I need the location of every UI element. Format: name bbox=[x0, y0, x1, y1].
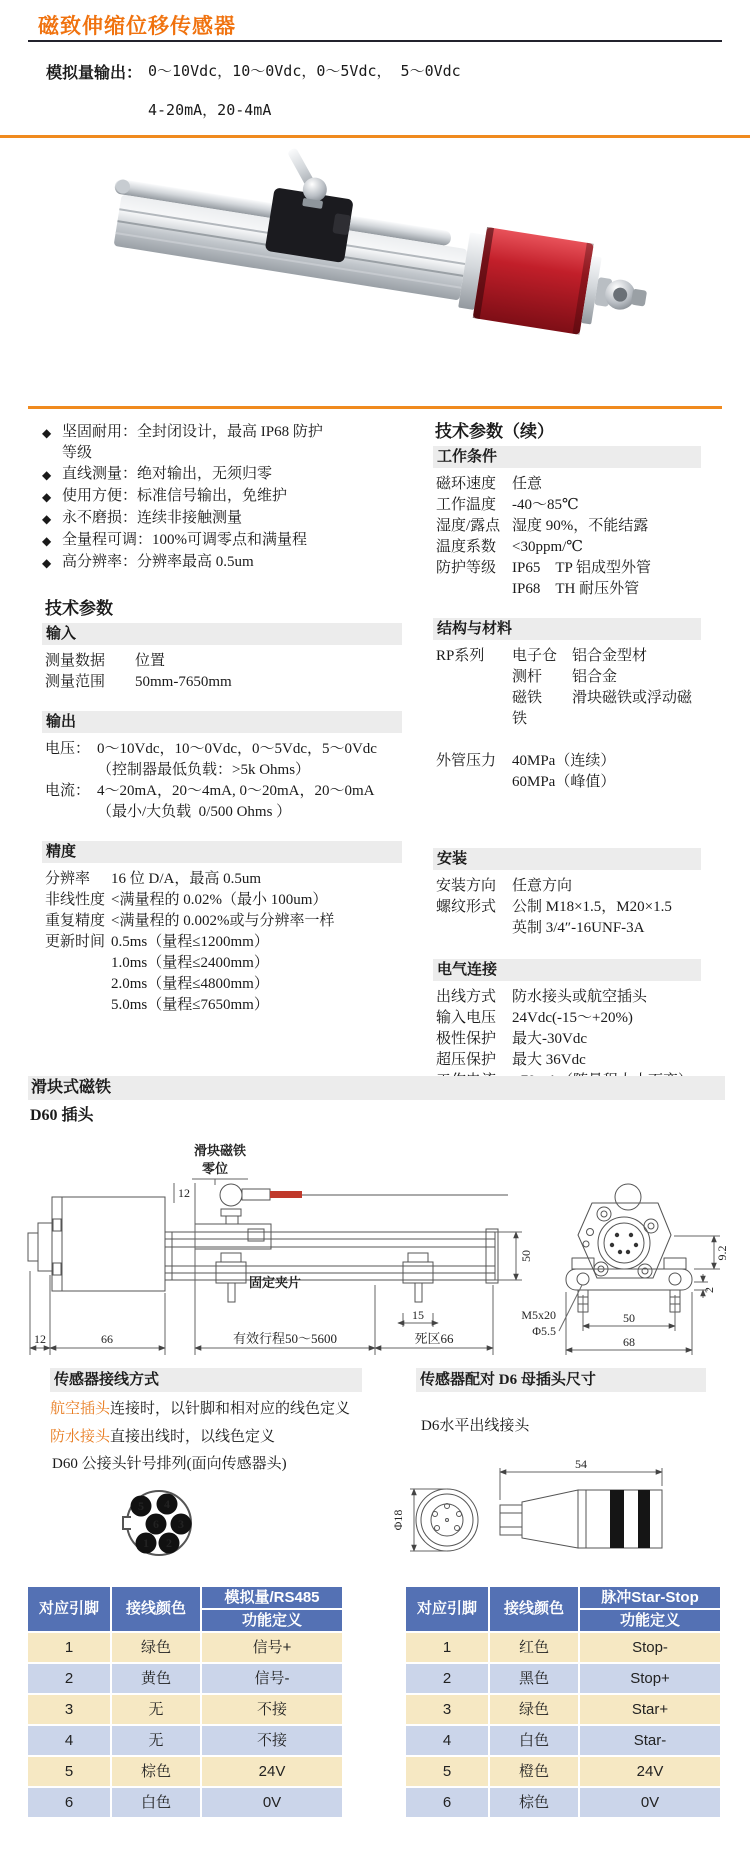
dim-50: 50 bbox=[623, 1311, 635, 1325]
dim-54: 54 bbox=[575, 1457, 587, 1471]
d6-side-view bbox=[500, 1490, 662, 1548]
section-bar-accuracy: 精度 bbox=[42, 841, 402, 863]
dim-66: 66 bbox=[101, 1332, 113, 1346]
feature-item bbox=[42, 422, 402, 464]
label-phi-5-5: Φ5.5 bbox=[532, 1324, 556, 1338]
dim-50-side: 50 bbox=[519, 1250, 533, 1262]
spec-row: 外管压力 40MPa（连续） bbox=[436, 753, 616, 769]
d6-connector-drawing bbox=[380, 1456, 750, 1574]
section-bar-output: 输出 bbox=[42, 711, 402, 733]
wiring-line-1 bbox=[50, 1398, 362, 1420]
table-row: 1 绿色 信号+ bbox=[28, 1633, 342, 1662]
spec-row: 湿度/露点 湿度 90%，不能结露 bbox=[436, 518, 649, 534]
dim-phi-18: Φ18 bbox=[391, 1509, 405, 1531]
material-rows bbox=[433, 646, 701, 793]
output-rows bbox=[42, 739, 402, 823]
section-bar-install: 安装 bbox=[433, 848, 701, 870]
dim-12: 12 bbox=[34, 1332, 46, 1346]
left-column bbox=[42, 422, 402, 1016]
install-rows bbox=[433, 876, 701, 939]
spec-row: 温度系数 <30ppm/℃ bbox=[436, 539, 584, 555]
spec-row: 防护等级 IP65 TP 铝成型外管 bbox=[436, 560, 652, 576]
right-column bbox=[433, 422, 701, 1092]
dimension-drawing bbox=[0, 1135, 750, 1367]
diamond-bullet-icon: ◆ bbox=[42, 512, 52, 526]
diamond-bullet-icon: ◆ bbox=[42, 426, 52, 440]
wiring-line-2 bbox=[50, 1426, 362, 1448]
spec-row: IP68 TH 耐压外管 bbox=[512, 581, 640, 597]
end-view-outline bbox=[566, 1184, 692, 1312]
feature-item bbox=[42, 508, 402, 530]
product-photo bbox=[95, 146, 655, 398]
dim-stroke-range: 有效行程50～5600 bbox=[232, 1331, 338, 1346]
table-row: 3 绿色 Star+ bbox=[406, 1695, 720, 1724]
section-bar-electrical: 电气连接 bbox=[433, 959, 701, 981]
table-header bbox=[406, 1587, 720, 1631]
d60-pin-diagram bbox=[114, 1486, 209, 1570]
pin-3: 3 bbox=[178, 1517, 184, 1531]
analog-output-label: 模拟量输出： bbox=[46, 65, 143, 82]
pin-2: 2 bbox=[166, 1536, 172, 1550]
waterproof-joint-highlight: 防水接头 bbox=[50, 1429, 111, 1445]
pin-4: 4 bbox=[164, 1497, 170, 1511]
feature-text: 全量程可调：100%可调零点和满量程 bbox=[62, 532, 307, 548]
section-bar-input: 输入 bbox=[42, 623, 402, 645]
analog-output-values-2: 4-20mA，20-4mA bbox=[148, 101, 272, 119]
spec-row: 出线方式 防水接头或航空插头 bbox=[436, 989, 648, 1005]
feature-text: 使用方便：标准信号输出，免维护 bbox=[62, 488, 288, 504]
d60-pin-layout-title: D60 公接头针号排列(面向传感器头) bbox=[52, 1456, 287, 1472]
spec-row: 2.0ms（量程≤4800mm） bbox=[111, 976, 269, 992]
end-view-dimension-lines bbox=[559, 1236, 720, 1355]
diamond-bullet-icon: ◆ bbox=[42, 468, 52, 482]
table-row: 4 无 不接 bbox=[28, 1726, 342, 1755]
sensor-illustration bbox=[95, 146, 655, 398]
page-title: 磁致伸缩位移传感器 bbox=[38, 14, 236, 38]
tech-params-cont-heading: 技术参数（续） bbox=[435, 422, 554, 441]
connector-notch bbox=[123, 1517, 131, 1529]
wiring-method-heading: 传感器接线方式 bbox=[50, 1368, 362, 1392]
spec-row: （控制器最低负载：>5k Ohms） bbox=[97, 762, 311, 778]
dim-15: 15 bbox=[412, 1308, 424, 1322]
connector-pin-dots bbox=[610, 1233, 638, 1254]
section-bar-material: 结构与材料 bbox=[433, 618, 701, 640]
table-row: 2 黑色 Stop+ bbox=[406, 1664, 720, 1693]
table-row: 2 黄色 信号- bbox=[28, 1664, 342, 1693]
label-slider-magnet: 滑块磁铁 bbox=[193, 1143, 247, 1158]
wiring-line-2-text: 直接出线时，以线色定义 bbox=[110, 1429, 276, 1445]
spec-row: 非线性度 <满量程的 0.02%（最小 100um） bbox=[45, 892, 328, 908]
dim-dead-zone: 死区66 bbox=[414, 1331, 454, 1346]
header-function: 模拟量/RS485 功能定义 bbox=[200, 1587, 342, 1631]
label-clamp: 固定夹片 bbox=[249, 1275, 302, 1290]
title-divider bbox=[28, 40, 722, 42]
header-wire-color: 接线颜色 bbox=[488, 1587, 578, 1631]
spec-row: 1.0ms（量程≤2400mm） bbox=[111, 955, 269, 971]
feature-item bbox=[42, 530, 402, 552]
table-row: 1 红色 Stop- bbox=[406, 1633, 720, 1662]
spec-row: 更新时间 0.5ms（量程≤1200mm） bbox=[45, 934, 269, 950]
spec-row: 工作温度 -40～85℃ bbox=[436, 497, 579, 513]
mating-connector-block bbox=[416, 1368, 706, 1435]
mating-heading: 传感器配对 D6 母插头尺寸 bbox=[416, 1368, 706, 1392]
d6-dimension-lines bbox=[410, 1468, 662, 1551]
label-zero-position: 零位 bbox=[201, 1161, 229, 1176]
spec-row: 分辨率 16 位 D/A，最高 0.5um bbox=[45, 871, 262, 887]
d60-plug-subheading: D60 插头 bbox=[30, 1107, 94, 1124]
wiring-line-1-text: 连接时，以针脚和相对应的线色定义 bbox=[110, 1401, 351, 1417]
table-body bbox=[406, 1633, 720, 1817]
spec-row: 测量范围 50mm-7650mm bbox=[45, 674, 232, 690]
table-row: 5 棕色 24V bbox=[28, 1757, 342, 1786]
diamond-bullet-icon: ◆ bbox=[42, 490, 52, 504]
tech-params-heading: 技术参数 bbox=[45, 599, 113, 618]
dim-12-top: 12 bbox=[178, 1186, 190, 1200]
diamond-bullet-icon: ◆ bbox=[42, 556, 52, 570]
spec-row bbox=[436, 730, 701, 751]
dim-2: 2 bbox=[702, 1287, 716, 1293]
feature-item bbox=[42, 552, 402, 574]
header-pin: 对应引脚 bbox=[416, 1600, 477, 1617]
analog-output-values: 0～10Vdc，10～0Vdc，0～5Vdc， 5～0Vdc bbox=[148, 62, 461, 80]
spec-row: 磁铁 滑块磁铁或浮动磁铁 bbox=[512, 690, 693, 727]
table-row: 4 白色 Star- bbox=[406, 1726, 720, 1755]
table-body bbox=[28, 1633, 342, 1817]
spec-row: 60MPa（峰值） bbox=[512, 774, 616, 790]
spec-row: 螺纹形式 公制 M18×1.5，M20×1.5 bbox=[436, 899, 672, 915]
feature-text: 坚固耐用：全封闭设计，最高 IP68 防护等级 bbox=[62, 424, 323, 461]
dimension-lines bbox=[30, 1179, 522, 1355]
slider-magnet-block bbox=[265, 146, 361, 263]
table-row: 6 白色 0V bbox=[28, 1788, 342, 1817]
spec-row: 英制 3/4″-16UNF-3A bbox=[512, 920, 645, 936]
feature-item bbox=[42, 464, 402, 486]
header-wire-color: 接线颜色 bbox=[110, 1587, 200, 1631]
label-m5x20: M5x20 bbox=[521, 1308, 556, 1322]
spec-row: 磁环速度 任意 bbox=[436, 476, 543, 492]
aviation-plug-highlight: 航空插头 bbox=[50, 1401, 111, 1417]
spec-row: RP系列 电子仓 铝合金型材 bbox=[436, 648, 648, 664]
slider-magnet-section-bar: 滑块式磁铁 bbox=[28, 1076, 725, 1100]
table-header bbox=[28, 1587, 342, 1631]
accuracy-rows bbox=[42, 869, 402, 1016]
orange-divider-top bbox=[0, 135, 750, 138]
spec-row: （最小/大负载 0/500 Ohms ） bbox=[97, 804, 292, 820]
magnet-cable-red-tip bbox=[270, 1191, 302, 1198]
section-bar-conditions: 工作条件 bbox=[433, 446, 701, 468]
spec-row: 超压保护 最大 36Vdc bbox=[436, 1052, 586, 1068]
pin-1: 1 bbox=[143, 1536, 149, 1550]
dim-9-2: 9.2 bbox=[715, 1245, 729, 1261]
feature-text: 直线测量：绝对输出，无须归零 bbox=[62, 466, 273, 482]
analog-output-block bbox=[46, 60, 461, 120]
table-row: 5 橙色 24V bbox=[406, 1757, 720, 1786]
feature-item bbox=[42, 486, 402, 508]
wiring-table-pulse bbox=[406, 1587, 720, 1817]
conditions-rows bbox=[433, 474, 701, 600]
spec-row: 测量数据 位置 bbox=[45, 653, 166, 669]
header-function: 脉冲Star-Stop 功能定义 bbox=[578, 1587, 720, 1631]
connector-band-2 bbox=[638, 1490, 650, 1548]
pin-6: 6 bbox=[153, 1517, 159, 1531]
feature-text: 永不磨损：连续非接触测量 bbox=[62, 510, 243, 526]
orange-divider-mid bbox=[28, 406, 722, 409]
header-pin: 对应引脚 bbox=[38, 1600, 99, 1617]
spec-row: 电流： 4～20mA，20～4mA, 0～20mA，20～0mA bbox=[45, 783, 375, 799]
wiring-method-block bbox=[50, 1368, 362, 1448]
spec-row: 5.0ms（量程≤7650mm） bbox=[111, 997, 269, 1013]
d6-horizontal-outlet-label: D6水平出线接头 bbox=[421, 1418, 530, 1434]
feature-list bbox=[42, 422, 402, 574]
spec-row: 输入电压 24Vdc(-15～+20%) bbox=[436, 1010, 633, 1026]
spec-row: 测杆 铝合金 bbox=[512, 669, 618, 685]
spec-row: 安装方向 任意方向 bbox=[436, 878, 573, 894]
pin-5: 5 bbox=[138, 1499, 144, 1513]
diamond-bullet-icon: ◆ bbox=[42, 534, 52, 548]
wiring-table-analog bbox=[28, 1587, 342, 1817]
spec-row: 极性保护 最大-30Vdc bbox=[436, 1031, 587, 1047]
connector-band-1 bbox=[610, 1490, 624, 1548]
dim-68: 68 bbox=[623, 1335, 635, 1349]
d6-front-view bbox=[416, 1489, 478, 1551]
table-row: 6 棕色 0V bbox=[406, 1788, 720, 1817]
table-row: 3 无 不接 bbox=[28, 1695, 342, 1724]
input-rows bbox=[42, 651, 402, 693]
feature-text: 高分辨率：分辨率最高 0.5um bbox=[62, 554, 254, 570]
spec-row: 重复精度 <满量程的 0.002%或与分辨率一样 bbox=[45, 913, 335, 929]
spec-row: 电压： 0～10Vdc，10～0Vdc，0～5Vdc，5～0Vdc bbox=[45, 741, 377, 757]
